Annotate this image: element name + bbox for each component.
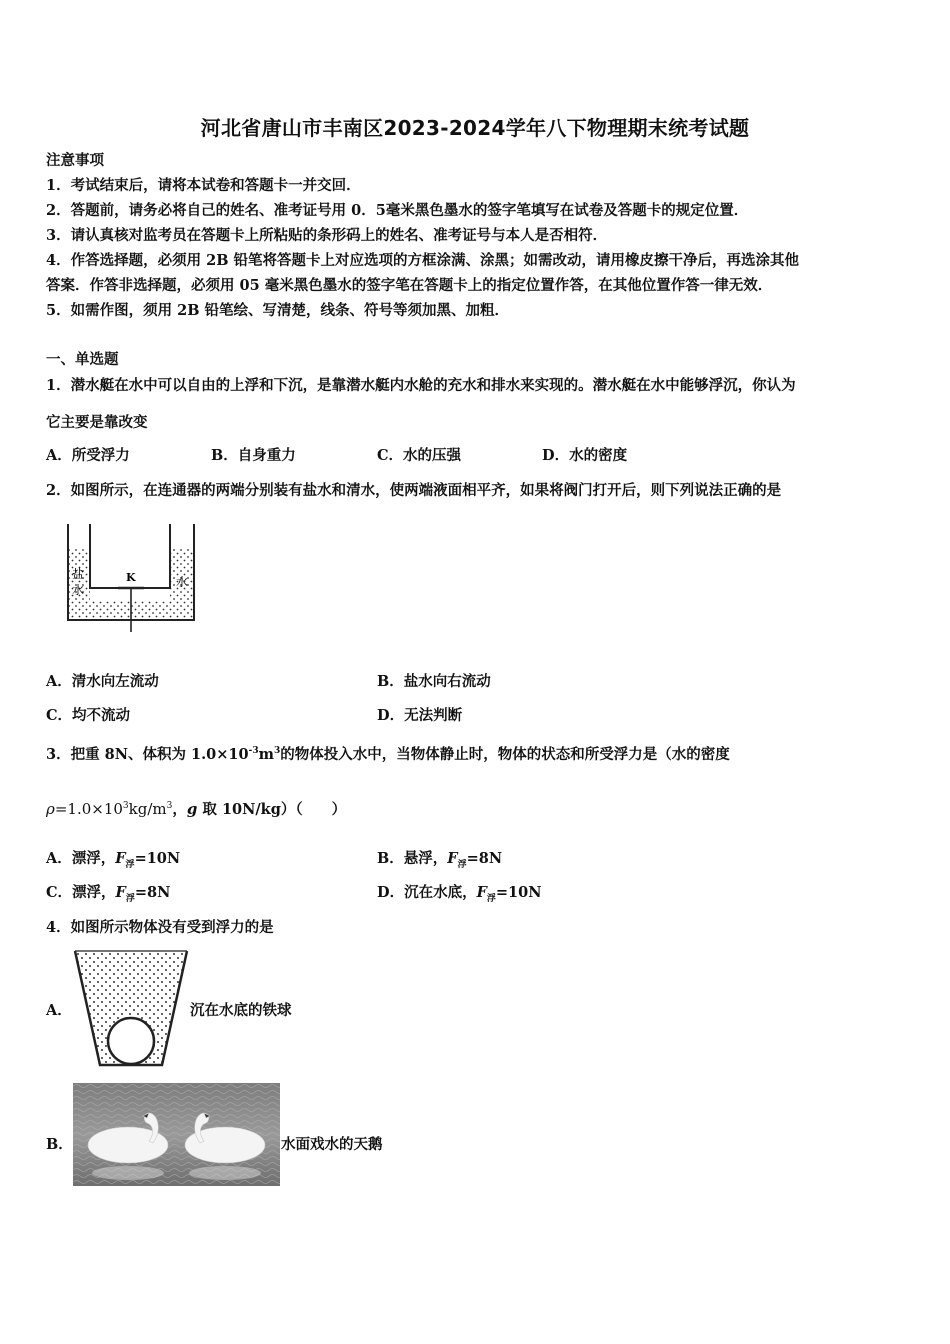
connected-vessel-figure bbox=[60, 520, 210, 635]
q2-text: 2．如图所示，在连通器的两端分别装有盐水和清水，使两端液面相平齐，如果将阀门打开后，则下列说法正确的是 bbox=[46, 482, 782, 499]
right-label-water: 水 bbox=[176, 575, 189, 589]
left-label-salt: 盐 bbox=[72, 567, 85, 581]
q2-option-c[interactable]: C．均不流动 bbox=[46, 707, 131, 724]
q1-option-c[interactable]: C．水的压强 bbox=[377, 447, 462, 464]
q4-option-b-letter[interactable]: B． bbox=[46, 1136, 73, 1153]
left-label-water: 水 bbox=[72, 583, 85, 597]
notice-heading: 注意事项 bbox=[46, 152, 104, 169]
iron-ball bbox=[108, 1018, 154, 1064]
notice-item-1: 1．考试结束后，请将本试卷和答题卡一并交回． bbox=[46, 177, 361, 194]
notice-item-2: 2．答题前，请务必将自己的姓名、准考证号用 0．5毫米黑色墨水的签字笔填写在试卷及答题卡的规定位置． bbox=[46, 202, 749, 219]
valve-label: K bbox=[126, 571, 136, 584]
q4-option-b-caption: 水面戏水的天鹅 bbox=[281, 1136, 383, 1153]
notice-item-5: 5．如需作图，须用 2B 铅笔绘、写清楚，线条、符号等须加黑、加粗． bbox=[46, 302, 510, 319]
swans-photo bbox=[73, 1083, 280, 1186]
q3-option-b[interactable]: B．悬浮，$F_浮=8N$ bbox=[377, 850, 503, 870]
q4-option-a-caption: 沉在水底的铁球 bbox=[190, 1002, 292, 1019]
q1-option-b[interactable]: B．自身重力 bbox=[211, 447, 296, 464]
q3-formula: $\rho=1.0\times 10^3kg/m^3$，g 取 10N/kg）（ ） bbox=[46, 800, 347, 818]
iron-ball-in-water-figure bbox=[72, 948, 190, 1068]
page-title: 河北省唐山市丰南区2023-2024学年八下物理期末统考试题 bbox=[200, 116, 750, 140]
notice-item-4: 4．作答选择题，必须用 2B 铅笔将答题卡上对应选项的方框涂满、涂黑；如需改动，请用橡皮擦干净后，再选涂其他 bbox=[46, 252, 800, 269]
q3-text: 3．把重 8N、体积为 $1.0\times 10^{-3}m^3$的物体投入水中，当物体静止时，物体的状态和所受浮力是（水的密度 bbox=[46, 745, 730, 763]
section-heading: 一、单选题 bbox=[46, 351, 119, 368]
q1-text: 1．潜水艇在水中可以自由的上浮和下沉，是靠潜水艇内水舱的充水和排水来实现的。潜水艇在水中能够浮沉，你认为 bbox=[46, 377, 796, 394]
q3-option-c[interactable]: C．漂浮，$F_浮=8N$ bbox=[46, 884, 171, 904]
q2-option-a[interactable]: A．清水向左流动 bbox=[46, 673, 159, 690]
q3-option-a[interactable]: A．漂浮，$F_浮=10N$ bbox=[46, 850, 181, 870]
q1-option-d[interactable]: D．水的密度 bbox=[542, 447, 628, 464]
q3-option-d[interactable]: D．沉在水底，$F_浮=10N$ bbox=[377, 884, 542, 904]
q1-text-cont: 它主要是靠改变 bbox=[46, 414, 148, 431]
q4-text: 4．如图所示物体没有受到浮力的是 bbox=[46, 919, 274, 936]
q2-option-b[interactable]: B．盐水向右流动 bbox=[377, 673, 491, 690]
notice-item-4-cont: 答案．作答非选择题，必须用 05 毫米黑色墨水的签字笔在答题卡上的指定位置作答，在其他位置作答一律无效． bbox=[46, 277, 773, 294]
q1-option-a[interactable]: A．所受浮力 bbox=[46, 447, 130, 464]
notice-item-3: 3．请认真核对监考员在答题卡上所粘贴的条形码上的姓名、准考证号与本人是否相符． bbox=[46, 227, 608, 244]
q2-option-d[interactable]: D．无法判断 bbox=[377, 707, 463, 724]
q4-option-a-letter[interactable]: A． bbox=[46, 1002, 72, 1019]
